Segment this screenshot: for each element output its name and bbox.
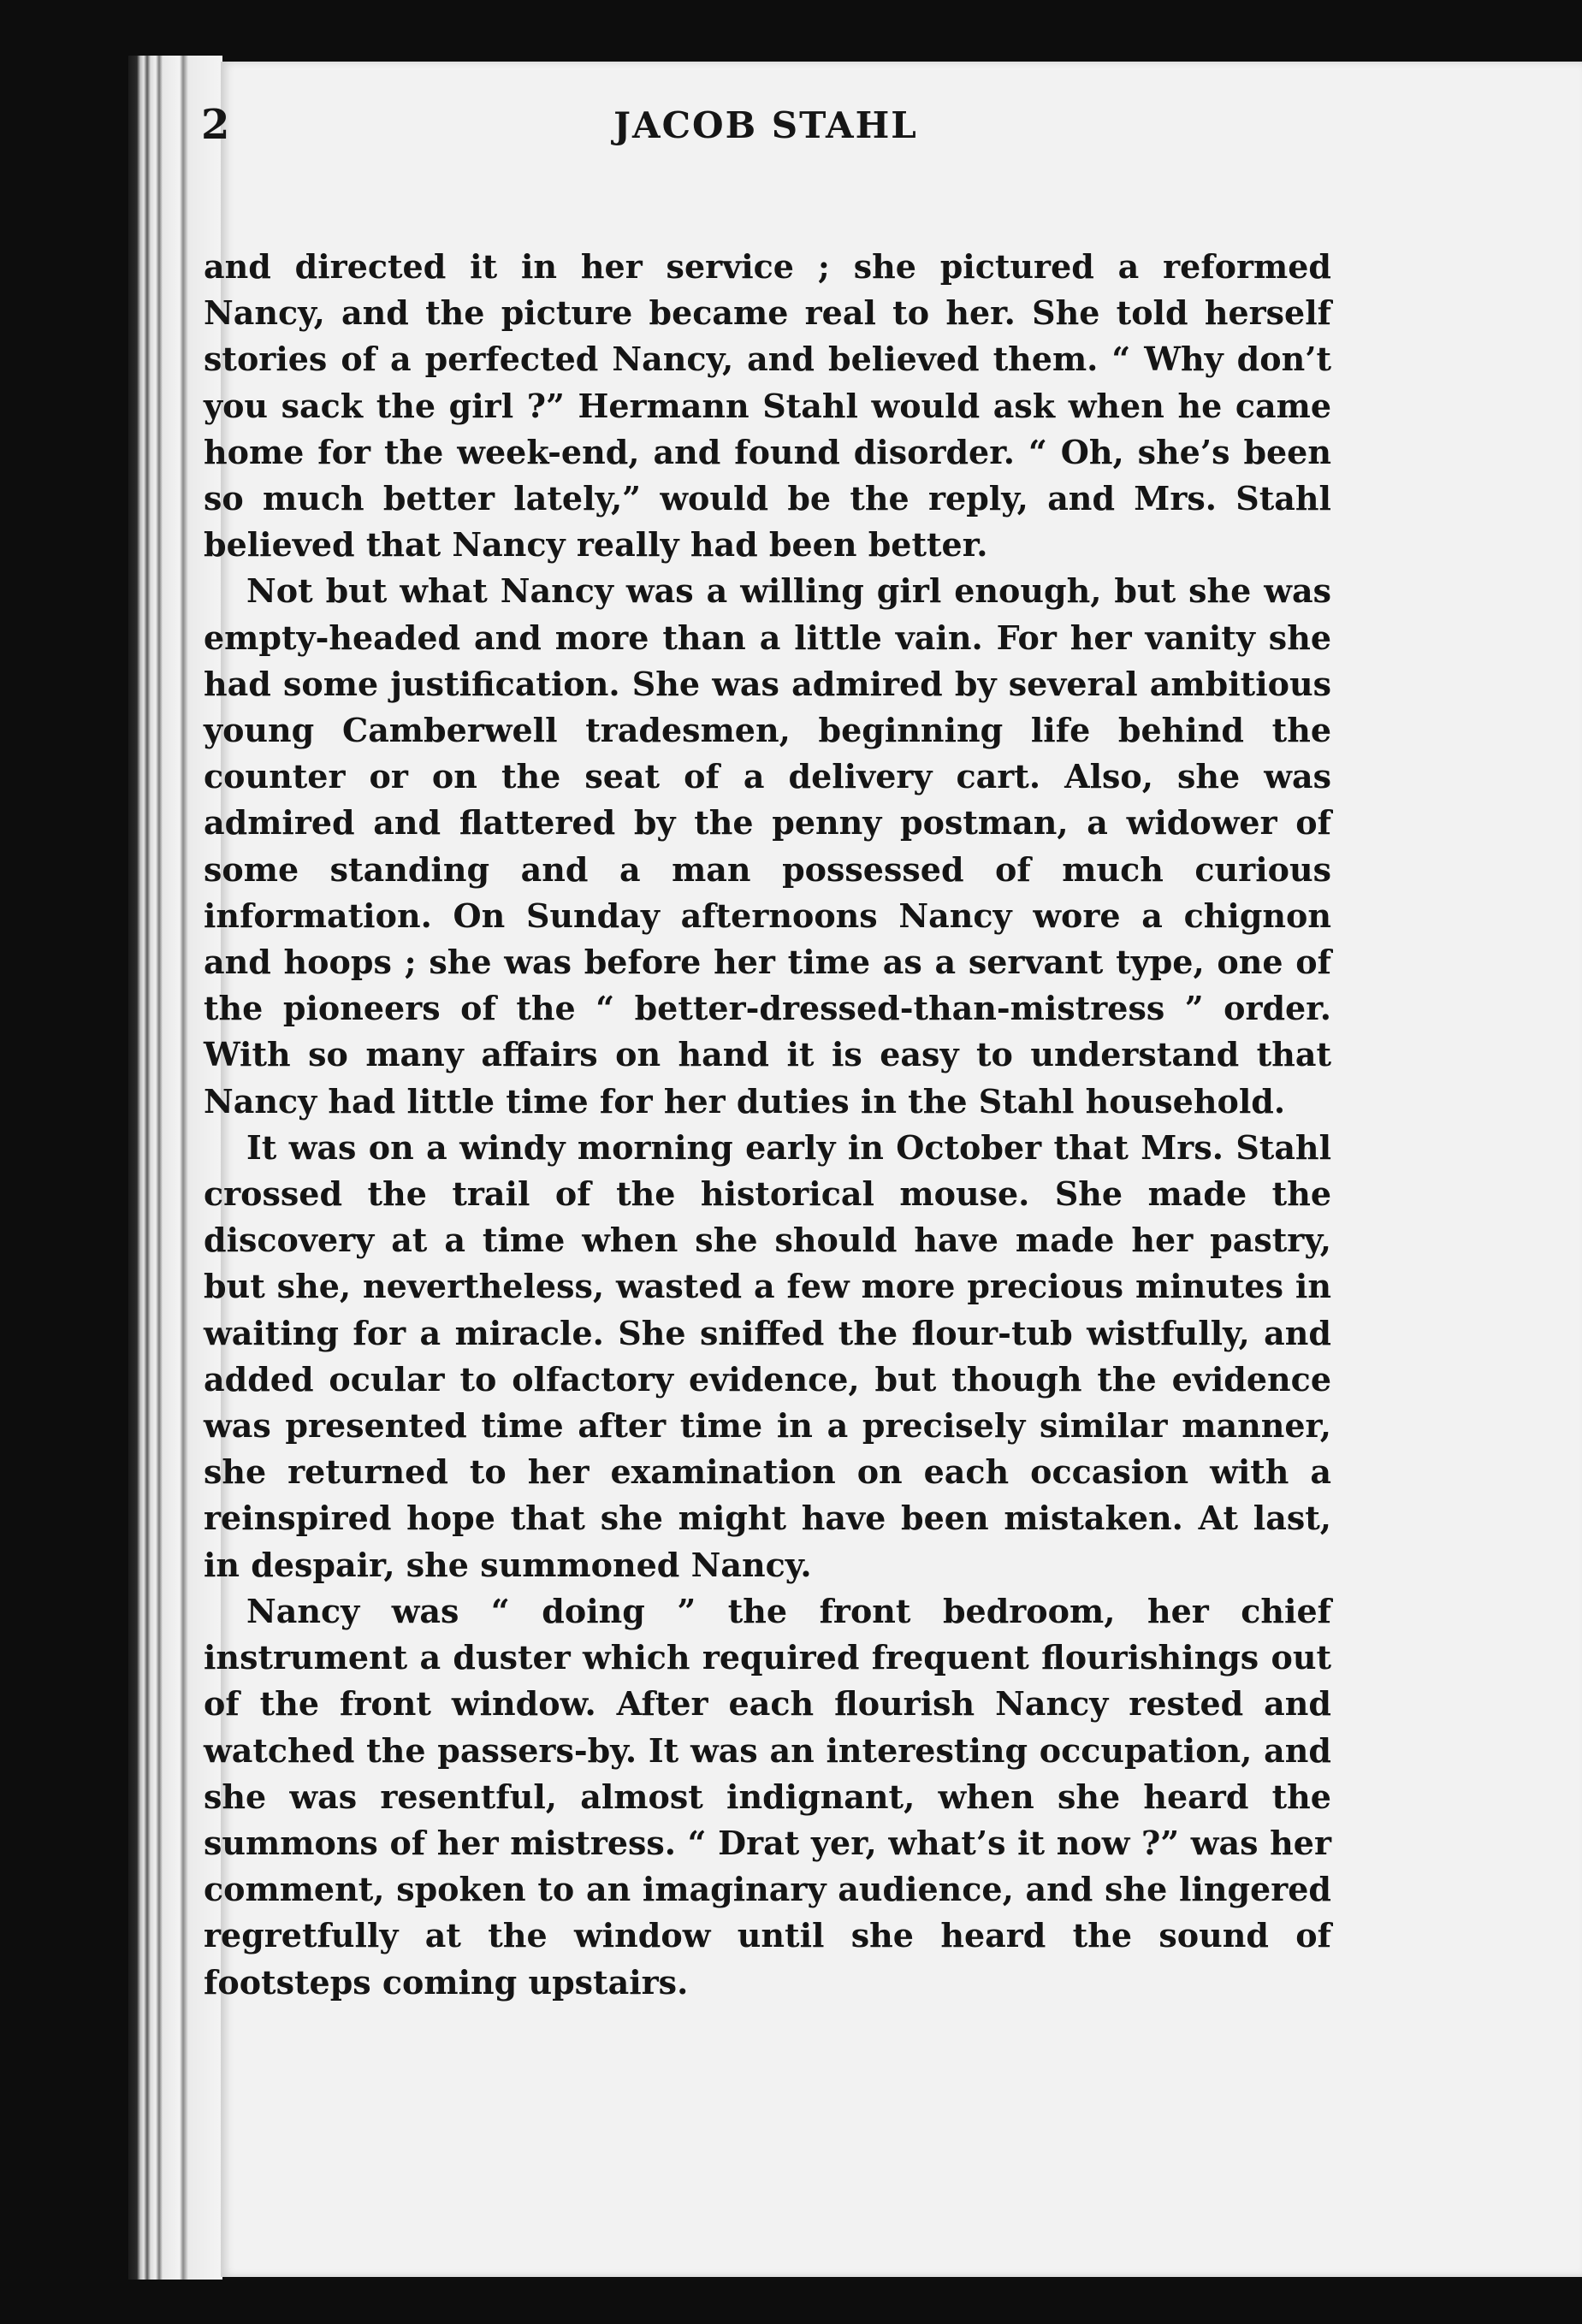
page-number: 2 bbox=[201, 101, 230, 149]
body-text bbox=[204, 244, 1331, 2006]
paragraph: Not but what Nancy was a willing girl enough, but she was empty-headed and more than a little vain. For her vanity she had some justification. She was admired by several ambitious young Camberwell tradesmen, beginning life behind the counter or on the seat of a delivery cart. Also, she was admired and flattered by the penny postman, a widower of some standing and a man possessed of much curious information. On Sunday afternoons Nancy wore a chignon and hoops ; she was before her time as a servant type, one of the pioneers of the “ better-dressed-than-mistress ” order. With so many affairs on hand it is easy to understand that Nancy had little time for her duties in the Stahl household. bbox=[204, 571, 1331, 1121]
paragraph: and directed it in her service ; she pictured a reformed Nancy, and the picture became real to her. She told herself stories of a perfected Nancy, and believed them. “ Why don’t you sack the girl ?” Hermann Stahl would ask when he came home for the week-end, and found disorder. “ Oh, she’s been so much better lately,” would be the reply, and Mrs. Stahl believed that Nancy really had been better. bbox=[204, 247, 1331, 565]
running-title: JACOB STAHL bbox=[613, 104, 918, 146]
paragraph: Nancy was “ doing ” the front bedroom, her chief instrument a duster which required frequent flourishings out of the front window. After each flourish Nancy rested and watched the passers-by. It was an interesting occupation, and she was resentful, almost indignant, when she heard the summons of her mistress. “ Drat yer, what’s it now ?” was her comment, spoken to an imaginary audience, and she lingered regretfully at the window until she heard the sound of footsteps coming upstairs. bbox=[204, 1591, 1331, 2002]
page-header bbox=[201, 101, 1330, 178]
paragraph: It was on a windy morning early in October that Mrs. Stahl crossed the trail of the historical mouse. She made the discovery at a time when she should have made her pastry, but she, nevertheless, wasted a few more precious minutes in waiting for a miracle. She sniffed the flour-tub wistfully, and added ocular to olfactory evidence, but though the evidence was presented time after time in a precisely similar manner, she returned to her examination on each occasion with a reinspired hope that she might have been mistaken. At last, in despair, she summoned Nancy. bbox=[204, 1127, 1331, 1584]
